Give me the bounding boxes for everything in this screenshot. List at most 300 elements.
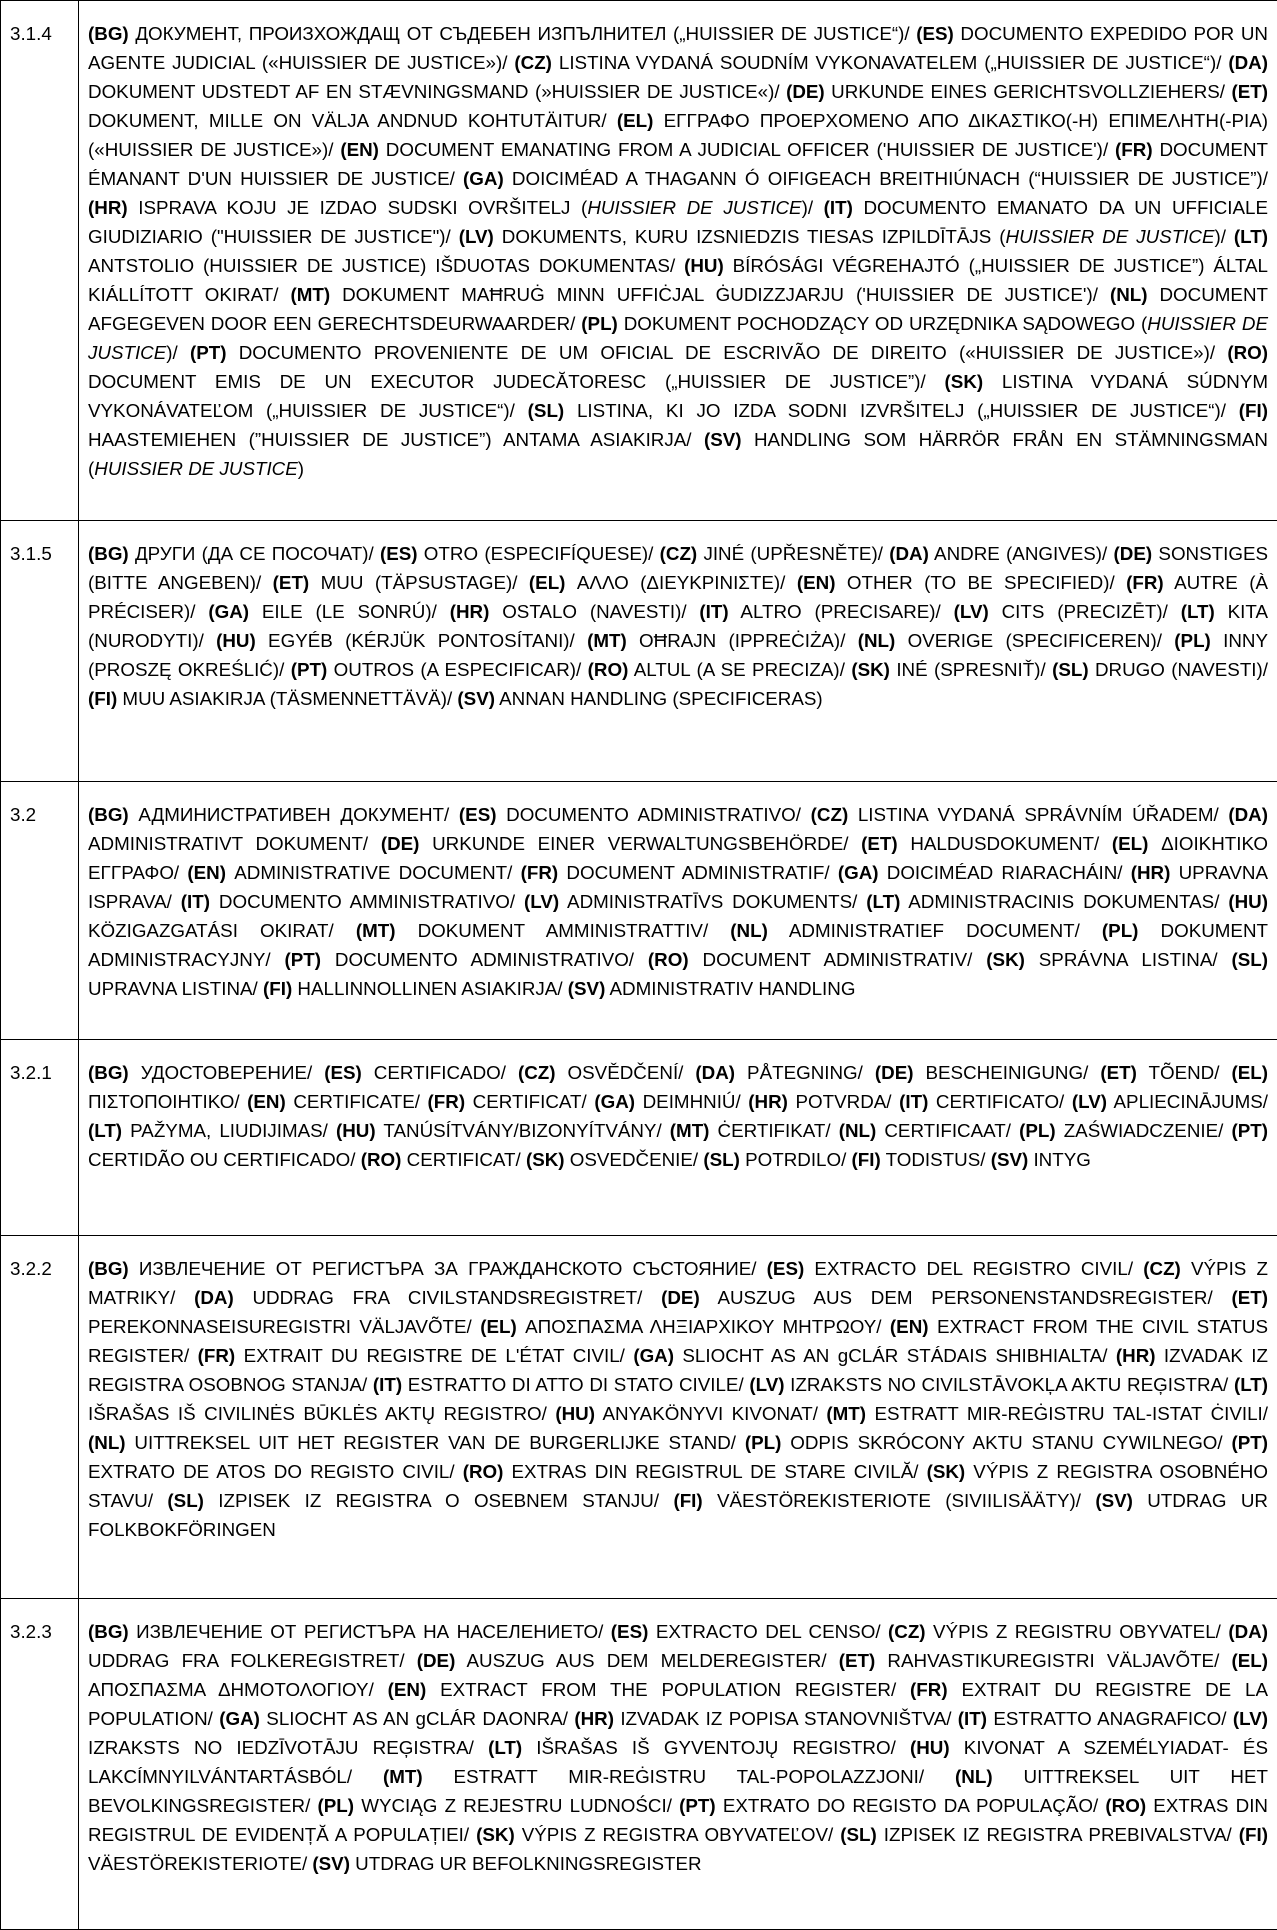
language-entry — [518, 1062, 695, 1083]
row-text — [79, 1, 1277, 521]
language-entry — [670, 1120, 839, 1141]
language-code: (SL) — [167, 1490, 204, 1511]
language-code: (MT) — [290, 284, 331, 305]
translation-text: ESTRATT MIR-REĠISTRU TAL-POPOLAZZJONI/ — [422, 1766, 956, 1787]
translation-text: AUSZUG AUS DEM MELDEREGISTER/ — [455, 1650, 839, 1671]
translation-text: CERTIDÃO OU CERTIFICADO/ — [88, 1149, 361, 1170]
language-entry — [767, 1258, 1144, 1279]
table-row — [1, 782, 1277, 1040]
language-code: (ES) — [766, 1258, 805, 1279]
language-code: (DE) — [416, 1650, 456, 1671]
language-code: (FR) — [197, 1345, 236, 1366]
translation-text: ADMINISTRATIEF DOCUMENT/ — [767, 920, 1102, 941]
language-code: (NL) — [955, 1766, 993, 1787]
language-entry — [875, 1062, 1100, 1083]
language-code: (GA) — [837, 862, 879, 883]
translation-text: DRUGO (NAVESTI)/ — [1088, 659, 1268, 680]
translation-text: IZPISEK IZ REGISTRA PREBIVALSTVA/ — [876, 1824, 1239, 1845]
language-code: (DA) — [889, 543, 929, 564]
language-entry — [318, 1795, 680, 1816]
translation-text: ИЗВЛЕЧЕНИЕ ОТ РЕГИСТЪРА НА НАСЕЛЕНИЕТО/ — [128, 1621, 611, 1642]
language-entry — [899, 1091, 1072, 1112]
language-code: (SK) — [851, 659, 890, 680]
translation-text-tail: )/ — [166, 342, 190, 363]
language-entry — [463, 168, 1268, 189]
language-code: (HR) — [88, 197, 128, 218]
translation-text: DOKUMENT POCHODZĄCY OD URZĘDNIKA SĄDOWEGO ( — [617, 313, 1148, 334]
language-entry — [838, 862, 1131, 883]
language-code: (DE) — [786, 81, 825, 102]
language-code: (BG) — [88, 1621, 129, 1642]
language-code: (EL) — [1231, 1650, 1268, 1671]
translation-text: URKUNDE EINER VERWALTUNGSBEHÖRDE/ — [419, 833, 862, 854]
language-code: (EN) — [187, 862, 226, 883]
language-code: (IT) — [180, 891, 210, 912]
language-code: (RO) — [462, 1461, 504, 1482]
language-code: (DE) — [661, 1287, 700, 1308]
language-code: (HR) — [574, 1708, 614, 1729]
translation-text: SPRÁVNA LISTINA/ — [1024, 949, 1232, 970]
language-entry — [839, 1650, 1232, 1671]
language-code: (MT) — [587, 630, 627, 651]
language-code: (ET) — [272, 572, 310, 593]
language-code: (SK) — [926, 1461, 966, 1482]
translation-text: DOCUMENTO ADMINISTRATIVO/ — [321, 949, 648, 970]
language-code: (RO) — [360, 1149, 402, 1170]
language-code: (MT) — [382, 1766, 423, 1787]
language-code: (PL) — [1174, 630, 1211, 651]
translation-text: DOCUMENT EMANATING FROM A JUDICIAL OFFICER ('HUISSIER DE JUSTICE')/ — [378, 139, 1116, 160]
translation-text: AUTRE (À PRÉCISER)/ — [88, 572, 1268, 622]
language-entry — [633, 1345, 1116, 1366]
language-entry — [529, 572, 797, 593]
translation-text: SLIOCHT AS AN gCLÁR STÁDAIS SHIBHIALTA/ — [674, 1345, 1116, 1366]
table-row — [1, 1599, 1277, 1930]
language-code: (CZ) — [810, 804, 849, 825]
language-code: (PT) — [1231, 1120, 1268, 1141]
language-code: (PT) — [284, 949, 322, 970]
language-entry — [826, 1403, 1268, 1424]
translation-text: ALTRO (PRECISARE)/ — [728, 601, 954, 622]
language-entry — [648, 949, 986, 970]
language-entry — [703, 1149, 851, 1170]
language-code: (HR) — [1130, 862, 1171, 883]
translation-text: DOCUMENT EMIS DE UN EXECUTOR JUDECĂTORESC („HUISSIER DE JUSTICE”)/ — [88, 371, 945, 392]
language-entry — [660, 543, 890, 564]
language-code: (EN) — [796, 572, 836, 593]
language-code: (EL) — [616, 110, 654, 131]
language-entry — [889, 543, 1113, 564]
language-entry — [861, 833, 1112, 854]
language-entry — [661, 1287, 1231, 1308]
language-code: (LT) — [1233, 1374, 1268, 1395]
language-entry — [88, 197, 824, 218]
language-entry — [340, 139, 1115, 160]
language-code: (LT) — [88, 1120, 123, 1141]
row-number: 3.2 — [1, 782, 79, 1040]
translation-text: HALLINNOLLINEN ASIAKIRJA/ — [292, 978, 568, 999]
translation-text: DOCUMENT AFGEGEVEN DOOR EEN GERECHTSDEURWAARDER/ — [88, 284, 1268, 334]
italic-term: HUISSIER DE JUSTICE — [587, 197, 802, 218]
language-entry — [285, 949, 648, 970]
translation-text: ANTSTOLIO (HUISSIER DE JUSTICE) IŠDUOTAS DOKUMENTAS/ — [88, 255, 685, 276]
language-code: (HU) — [216, 630, 256, 651]
translation-text: BESCHEINIGUNG/ — [913, 1062, 1101, 1083]
language-entry — [839, 1120, 1019, 1141]
language-entry — [428, 1091, 595, 1112]
translation-text: LISTINA VYDANÁ SOUDNÍM VYKONAVATELEM („HUISSIER DE JUSTICE“)/ — [551, 52, 1229, 73]
language-entry — [181, 891, 524, 912]
language-code: (NL) — [857, 630, 896, 651]
translation-text: EXTRACTO DEL CENSO/ — [648, 1621, 889, 1642]
language-code: (GA) — [463, 168, 504, 189]
translation-text: DOCUMENTO ADMINISTRATIVO/ — [496, 804, 811, 825]
translation-text: EXTRAS DIN REGISTRUL DE STARE CIVILĂ/ — [503, 1461, 927, 1482]
italic-term: HUISSIER DE JUSTICE — [88, 313, 1269, 363]
translation-text: CERTIFICAAT/ — [876, 1120, 1020, 1141]
language-code: (GA) — [594, 1091, 636, 1112]
translation-text: ANNAN HANDLING (SPECIFICERAS) — [494, 688, 823, 709]
language-code: (HR) — [748, 1091, 788, 1112]
language-code: (LT) — [866, 891, 901, 912]
translation-text: UPRAVNA LISTINA/ — [88, 978, 263, 999]
language-entry — [324, 1062, 518, 1083]
row-number: 3.2.3 — [1, 1599, 79, 1930]
translation-text: TANÚSÍTVÁNY/BIZONYÍTVÁNY/ — [375, 1120, 670, 1141]
italic-term: HUISSIER DE JUSTICE — [1005, 226, 1215, 247]
translation-text: DOKUMENT AMMINISTRATTIV/ — [395, 920, 731, 941]
language-code: (SL) — [703, 1149, 740, 1170]
language-code: (SL) — [1231, 949, 1268, 970]
language-code: (NL) — [730, 920, 768, 941]
language-code: (PT) — [189, 342, 227, 363]
translation-text: BÍRÓSÁGI VÉGREHAJTÓ („HUISSIER DE JUSTICE”) ÁLTAL KIÁLLÍTOTT OKIRAT/ — [88, 255, 1269, 305]
translation-text: ДРУГИ (ДА СЕ ПОСОЧАТ)/ — [128, 543, 380, 564]
language-entry — [1052, 659, 1268, 680]
translation-text: LISTINA VYDANÁ SÚDNYM VYKONÁVATEĽOM („HUISSIER DE JUSTICE“)/ — [88, 371, 1269, 421]
translation-text: VÝPIS Z REGISTRA OSOBNÉHO STAVU/ — [88, 1461, 1268, 1511]
language-entry — [88, 804, 459, 825]
translation-text-tail: ) — [297, 458, 305, 479]
language-code: (PL) — [317, 1795, 355, 1816]
language-entry — [611, 1621, 888, 1642]
language-code: (MT) — [669, 1120, 710, 1141]
translation-text: АДМИНИСТРАТИВЕН ДОКУМЕНТ/ — [128, 804, 459, 825]
language-entry — [459, 804, 811, 825]
language-entry — [594, 1091, 748, 1112]
translation-text: KÖZIGAZGATÁSI OKIRAT/ — [88, 920, 356, 941]
language-code: (RO) — [1105, 1795, 1147, 1816]
language-code: (RO) — [587, 659, 629, 680]
language-entry — [198, 1345, 634, 1366]
translation-text: IZVADAK IZ POPISA STANOVNIŠTVA/ — [613, 1708, 958, 1729]
translation-text: UTDRAG UR BEFOLKNINGSREGISTER — [349, 1853, 702, 1874]
translation-text: INÉ (SPRESNIŤ)/ — [889, 659, 1053, 680]
language-entry — [450, 601, 700, 622]
language-code: (SV) — [703, 429, 742, 450]
language-entry — [361, 1149, 526, 1170]
translation-text: SONSTIGES (BITTE ANGEBEN)/ — [88, 543, 1268, 593]
language-entry — [730, 920, 1102, 941]
language-code: (DA) — [194, 1287, 234, 1308]
language-entry — [528, 400, 1239, 421]
translation-text: CERTIFICAT/ — [465, 1091, 595, 1112]
translation-text: DOKUMENT UDSTEDT AF EN STÆVNINGSMAND (»HUISSIER DE JUSTICE«)/ — [88, 81, 787, 102]
language-code: (HU) — [335, 1120, 376, 1141]
translation-text: ĊERTIFIKAT/ — [709, 1120, 839, 1141]
translation-text: VÝPIS Z REGISTRU OBYVATEL/ — [925, 1621, 1229, 1642]
language-code: (FI) — [673, 1490, 703, 1511]
translation-text: OTRO (ESPECIFÍQUESE)/ — [417, 543, 660, 564]
translation-text: DOKUMENT MAĦRUĠ MINN UFFIĊJAL ĠUDIZZJARJU ('HUISSIER DE JUSTICE')/ — [330, 284, 1110, 305]
translation-text: AUSZUG AUS DEM PERSONENSTANDSREGISTER/ — [699, 1287, 1232, 1308]
translation-text: TODISTUS/ — [880, 1149, 991, 1170]
translation-text: EXTRAIT DU REGISTRE DE LA POPULATION/ — [88, 1679, 1268, 1729]
language-code: (SV) — [567, 978, 606, 999]
language-code: (IT) — [823, 197, 853, 218]
language-code: (BG) — [88, 804, 129, 825]
language-entry — [273, 572, 529, 593]
language-entry — [555, 1403, 826, 1424]
language-code: (NL) — [838, 1120, 877, 1141]
translation-text: VÝPIS Z REGISTRA OBYVATEĽOV/ — [514, 1824, 841, 1845]
language-code: (SV) — [990, 1149, 1029, 1170]
italic-term: HUISSIER DE JUSTICE — [94, 458, 298, 479]
language-code: (PL) — [744, 1432, 782, 1453]
translation-text: ESTRATTO ANAGRAFICO/ — [987, 1708, 1233, 1729]
translation-text: LISTINA VYDANÁ SPRÁVNÍM ÚŘADEM/ — [848, 804, 1229, 825]
translation-text: CERTIFICAT/ — [401, 1149, 526, 1170]
language-code: (BG) — [88, 1062, 129, 1083]
language-code: (FR) — [427, 1091, 466, 1112]
language-entry — [745, 1432, 1232, 1453]
language-code: (HU) — [555, 1403, 595, 1424]
language-code: (FR) — [1115, 139, 1153, 160]
translation-text: POTVRDA/ — [787, 1091, 900, 1112]
translation-text: PÅTEGNING/ — [735, 1062, 875, 1083]
language-entry — [373, 1374, 749, 1395]
language-code: (GA) — [633, 1345, 674, 1366]
language-code: (IT) — [372, 1374, 403, 1395]
language-entry — [291, 659, 588, 680]
translation-text-tail: )/ — [801, 197, 824, 218]
language-entry — [986, 949, 1231, 970]
language-entry — [247, 1091, 427, 1112]
language-code: (HU) — [1228, 891, 1268, 912]
language-code: (IT) — [899, 1091, 929, 1112]
language-code: (PT) — [1231, 1432, 1269, 1453]
language-code: (DA) — [1228, 804, 1268, 825]
language-code: (SL) — [1052, 659, 1089, 680]
translation-text: SLIOCHT AS AN gCLÁR DAONRA/ — [259, 1708, 575, 1729]
language-entry — [588, 659, 852, 680]
language-code: (MT) — [826, 1403, 867, 1424]
translation-text: PAŽYMA, LIUDIJIMAS/ — [122, 1120, 336, 1141]
language-entry — [88, 688, 457, 709]
language-code: (LV) — [458, 226, 494, 247]
language-entry — [88, 1432, 745, 1453]
language-code: (CZ) — [1143, 1258, 1181, 1279]
row-text — [79, 1599, 1277, 1930]
translation-text: VÝPIS Z MATRIKY/ — [88, 1258, 1268, 1308]
language-code: (FR) — [1126, 572, 1164, 593]
translation-text: WYCIĄG Z REJESTRU LUDNOŚCI/ — [354, 1795, 680, 1816]
language-code: (LV) — [953, 601, 989, 622]
row-text — [79, 1236, 1277, 1599]
language-code: (ET) — [1231, 81, 1268, 102]
language-entry — [748, 1091, 899, 1112]
translation-text: INNY (PROSZĘ OKREŚLIĆ)/ — [88, 630, 1268, 680]
language-code: (BG) — [88, 1258, 129, 1279]
language-code: (ET) — [838, 1650, 876, 1671]
translation-text: ESTRATT MIR-REĠISTRU TAL-ISTAT ĊIVILI/ — [866, 1403, 1268, 1424]
language-code: (HU) — [909, 1737, 950, 1758]
table-row — [1, 521, 1277, 782]
language-code: (BG) — [88, 543, 129, 564]
translation-text: UTDRAG UR FOLKBOKFÖRINGEN — [88, 1490, 1268, 1540]
translation-text: IŠRAŠAS IŠ GYVENTOJŲ REGISTRO/ — [522, 1737, 910, 1758]
translation-text: RAHVASTIKUREGISTRI VÄLJAVÕTE/ — [875, 1650, 1232, 1671]
language-entry — [749, 1374, 1234, 1395]
language-entry — [380, 543, 660, 564]
language-entry — [954, 601, 1181, 622]
translation-text: MUU (TÄPSUSTAGE)/ — [309, 572, 529, 593]
language-code: (ES) — [610, 1621, 649, 1642]
translation-text: ZAŚWIADCZENIE/ — [1055, 1120, 1232, 1141]
language-code: (FR) — [520, 862, 559, 883]
language-code: (SK) — [525, 1149, 565, 1170]
language-entry — [457, 688, 822, 709]
language-code: (DE) — [874, 1062, 914, 1083]
translation-text: DOCUMENT ADMINISTRATIF/ — [558, 862, 838, 883]
language-code: (PT) — [290, 659, 328, 680]
translation-text: EXTRATO DE ATOS DO REGISTO CIVIL/ — [88, 1461, 463, 1482]
language-code: (IT) — [957, 1708, 987, 1729]
language-code: (NL) — [88, 1432, 126, 1453]
language-entry — [840, 1824, 1239, 1845]
translation-text: ADMINISTRATIVE DOCUMENT/ — [226, 862, 521, 883]
language-code: (BG) — [88, 23, 129, 44]
translation-text: EXTRACTO DEL REGISTRO CIVIL/ — [804, 1258, 1144, 1279]
language-entry — [88, 543, 380, 564]
translation-text: УДОСТОВЕРЕНИЕ/ — [128, 1062, 325, 1083]
language-entry — [480, 1316, 890, 1337]
translation-text: OVERIGE (SPECIFICEREN)/ — [895, 630, 1175, 651]
language-code: (FI) — [263, 978, 293, 999]
language-entry — [574, 1708, 957, 1729]
language-entry — [290, 284, 1109, 305]
language-entry — [888, 1621, 1228, 1642]
language-code: (HU) — [684, 255, 724, 276]
translation-text: MUU ASIAKIRJA (TÄSMENNETTÄVÄ)/ — [117, 688, 458, 709]
language-entry — [488, 1737, 910, 1758]
language-entry — [797, 572, 1126, 593]
language-code: (LV) — [524, 891, 560, 912]
translation-text: CITS (PRECIZĒT)/ — [988, 601, 1181, 622]
translation-text: EXTRAIT DU REGISTRE DE L'ÉTAT CIVIL/ — [235, 1345, 634, 1366]
language-entry — [88, 1258, 767, 1279]
language-code: (EL) — [528, 572, 566, 593]
language-code: (RO) — [647, 949, 689, 970]
language-code: (DE) — [380, 833, 420, 854]
translation-text: CERTIFICADO/ — [361, 1062, 518, 1083]
translation-text: ODPIS SKRÓCONY AKTU STANU CYWILNEGO/ — [781, 1432, 1232, 1453]
translation-text: IZRAKSTS NO IEDZĪVOTĀJU REĢISTRA/ — [88, 1737, 489, 1758]
translation-text: EGYÉB (KÉRJÜK PONTOSÍTANI)/ — [255, 630, 588, 651]
row-number: 3.1.5 — [1, 521, 79, 782]
language-entry — [1100, 1062, 1231, 1083]
translation-text: ΑΛΛΟ (ΔΙΕΥΚΡΙΝΙΣΤΕ)/ — [565, 572, 797, 593]
language-code: (MT) — [355, 920, 396, 941]
language-code: (LT) — [1233, 226, 1268, 247]
language-entry — [521, 862, 838, 883]
translation-text: ДОКУМЕНТ, ПРОИЗХОЖДАЩ ОТ СЪДЕБЕН ИЗПЪЛНИТЕЛ („HUISSIER DE JUSTICE“)/ — [128, 23, 917, 44]
language-entry — [568, 978, 856, 999]
language-entry — [336, 1120, 670, 1141]
language-entry — [88, 23, 916, 44]
translation-text: UITTREKSEL UIT HET BEVOLKINGSREGISTER/ — [88, 1766, 1268, 1816]
language-entry — [811, 804, 1229, 825]
translation-text: UDDRAG FRA FOLKEREGISTRET/ — [88, 1650, 417, 1671]
translation-text: UITTREKSEL UIT HET REGISTER VAN DE BURGERLIJKE STAND/ — [125, 1432, 745, 1453]
language-entry — [459, 226, 1234, 247]
language-code: (SK) — [986, 949, 1025, 970]
language-entry — [208, 601, 449, 622]
translation-text: HALDUSDOKUMENT/ — [897, 833, 1112, 854]
language-entry — [388, 1679, 910, 1700]
language-code: (PL) — [1019, 1120, 1056, 1141]
language-entry — [463, 1461, 927, 1482]
translation-text: IZPISEK IZ REGISTRA O OSEBNEM STANJU/ — [203, 1490, 674, 1511]
language-code: (FI) — [851, 1149, 881, 1170]
language-entry — [194, 1287, 661, 1308]
language-entry — [381, 833, 861, 854]
language-entry — [1019, 1120, 1231, 1141]
language-code: (ET) — [1100, 1062, 1137, 1083]
language-entry — [312, 1853, 701, 1874]
language-code: (PL) — [581, 313, 618, 334]
translation-text: ΕΓΓΡΑΦΟ ΠΡΟΕΡΧΟΜΕΝΟ ΑΠΟ ΔΙΚΑΣΤΙΚΟ(-Η) ΕΠΙΜΕΛΗΤΗ(-ΡΙΑ) («HUISSIER DE JUSTICE»)/ — [88, 110, 1268, 160]
language-code: (ET) — [861, 833, 898, 854]
language-code: (ES) — [324, 1062, 362, 1083]
language-code: (ES) — [379, 543, 418, 564]
translation-text: DOKUMENTS, KURU IZSNIEDZIS TIESAS IZPILDĪTĀJS ( — [493, 226, 1006, 247]
language-entry — [524, 891, 866, 912]
language-code: (SK) — [944, 371, 984, 392]
language-entry — [167, 1490, 673, 1511]
translation-text: ADMINISTRACINIS DOKUMENTAS/ — [900, 891, 1229, 912]
translation-text: APLIECINĀJUMS/ — [1106, 1091, 1268, 1112]
translation-text: OSVEDČENIE/ — [564, 1149, 704, 1170]
translation-text: VÄESTÖREKISTERIOTE (SIVIILISÄÄTY)/ — [702, 1490, 1096, 1511]
language-code: (NL) — [1109, 284, 1148, 305]
translation-text: ISPRAVA KOJU JE IZDAO SUDSKI OVRŠITELJ ( — [127, 197, 588, 218]
language-code: (DE) — [1113, 543, 1153, 564]
translation-text: OSTALO (NAVESTI)/ — [489, 601, 700, 622]
table-row — [1, 1236, 1277, 1599]
row-text — [79, 1040, 1277, 1236]
language-entry — [514, 52, 1228, 73]
language-code: (FR) — [910, 1679, 948, 1700]
translation-text: ESTRATTO DI ATTO DI STATO CIVILE/ — [402, 1374, 750, 1395]
language-code: (FI) — [88, 688, 118, 709]
translation-text: ANYAKÖNYVI KIVONAT/ — [595, 1403, 827, 1424]
translation-text: PEREKONNASEISUREGISTRI VÄLJAVÕTE/ — [88, 1316, 481, 1337]
language-entry — [786, 81, 1231, 102]
language-entry — [417, 1650, 839, 1671]
language-entry — [679, 1795, 1105, 1816]
language-entry — [356, 920, 730, 941]
